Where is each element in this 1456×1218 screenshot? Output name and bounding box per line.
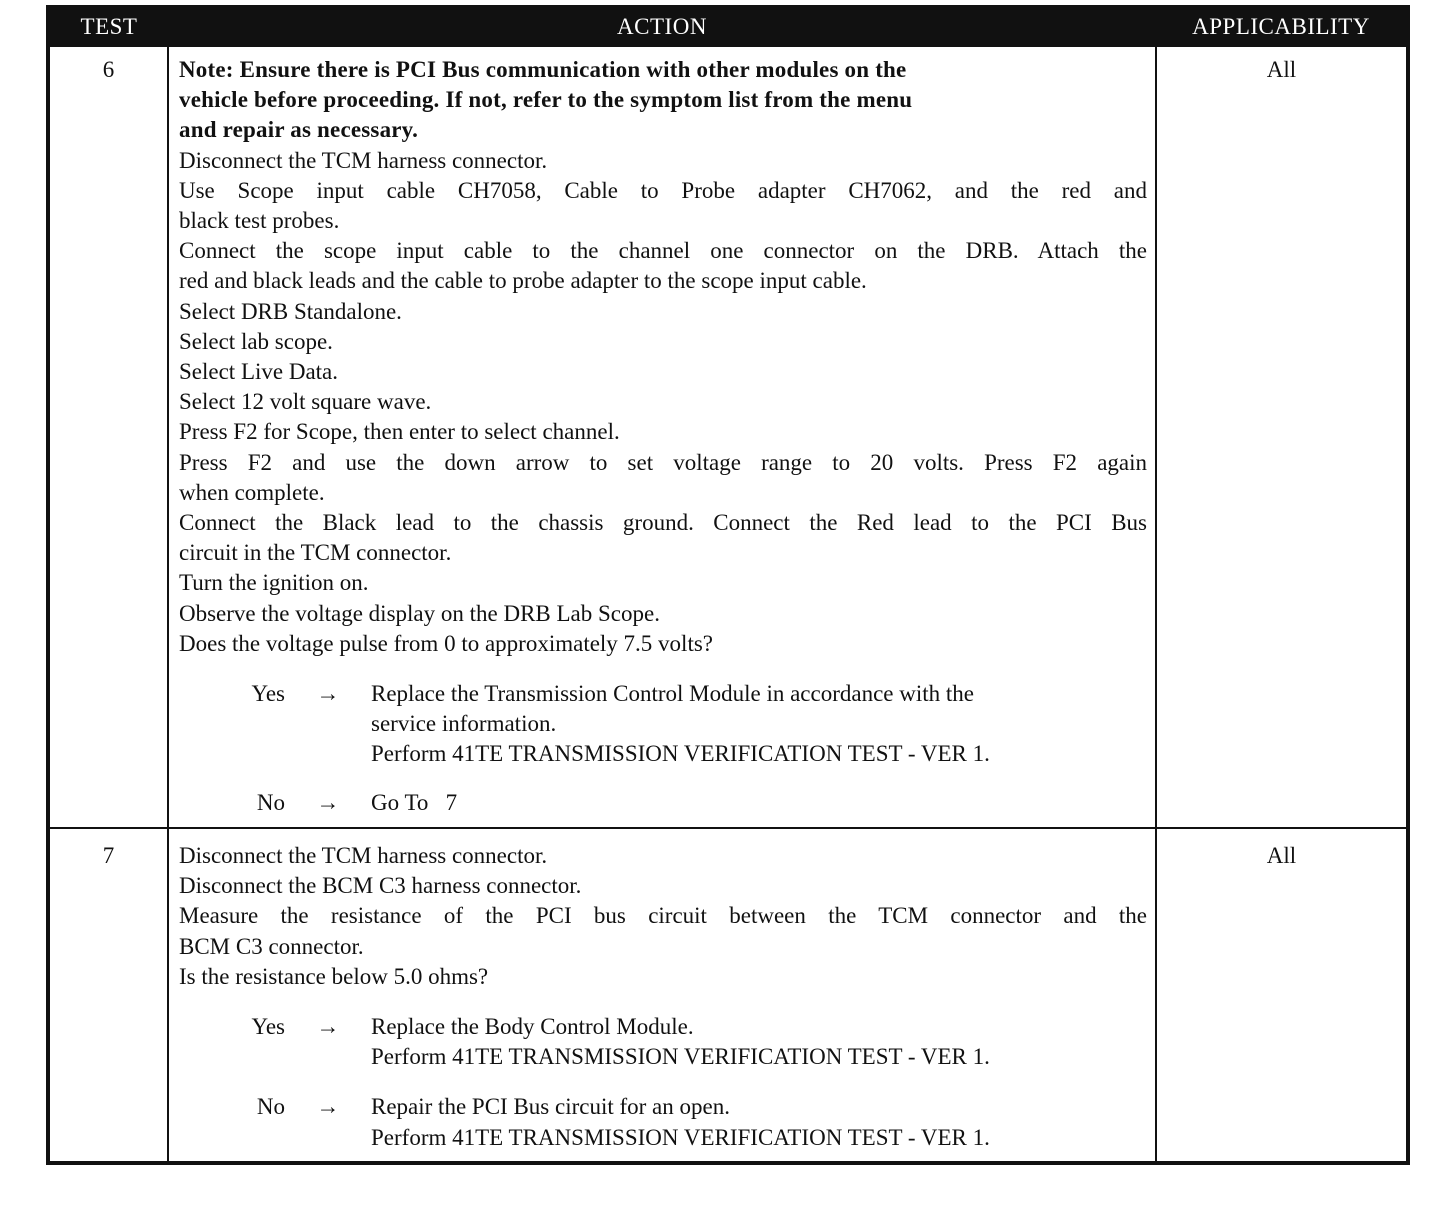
result-line: service information.: [371, 711, 557, 737]
test-number: 7: [48, 828, 168, 1163]
result-line: Replace the Transmission Control Module in accordance with the: [371, 681, 974, 707]
right-arrow-icon: →: [316, 681, 340, 707]
result-line: Replace the Body Control Module.: [371, 1014, 694, 1040]
step-list: [179, 146, 1147, 659]
header-row: [48, 7, 1408, 46]
result-line: Perform 41TE TRANSMISSION VERIFICATION TEST - VER 1.: [371, 1124, 990, 1150]
step-line: Connect the scope input cable to the channel one connector on the DRB. Attach the: [179, 238, 1147, 264]
step-line: black test probes.: [179, 208, 340, 234]
header-test: TEST: [48, 7, 168, 46]
step-line: when complete.: [179, 479, 325, 505]
action-cell: [168, 828, 1156, 1163]
outcome-result: [371, 1012, 1147, 1072]
note-text: [179, 55, 1147, 146]
outcome-yes: [179, 679, 1147, 770]
diagnostic-page: [46, 5, 1406, 1165]
table-row: [48, 46, 1408, 828]
action-cell: [168, 46, 1156, 828]
outcome-result: [371, 679, 1147, 770]
step-line: Press F2 and use the down arrow to set voltage range to 20 volts. Press F2 again: [179, 449, 1147, 475]
outcome-result: [371, 1092, 1147, 1152]
outcome-no: [179, 1092, 1147, 1152]
step-line: Use Scope input cable CH7058, Cable to Probe adapter CH7062, and the red and: [179, 177, 1147, 203]
step-line: Select lab scope.: [179, 328, 333, 354]
step-line: Does the voltage pulse from 0 to approximately 7.5 volts?: [179, 630, 713, 656]
header-applicability: APPLICABILITY: [1156, 7, 1408, 46]
applicability-value: All: [1156, 46, 1408, 828]
step-line: Disconnect the BCM C3 harness connector.: [179, 873, 582, 899]
outcome-label: No: [256, 1094, 285, 1120]
step-line: Observe the voltage display on the DRB Lab Scope.: [179, 600, 660, 626]
note-line: and repair as necessary.: [179, 117, 419, 143]
result-line: Perform 41TE TRANSMISSION VERIFICATION TEST - VER 1.: [371, 741, 990, 767]
note-line: vehicle before proceeding. If not, refer to the symptom list from the menu: [179, 87, 913, 113]
test-number: 6: [48, 46, 168, 828]
note-line: Note: Ensure there is PCI Bus communication with other modules on the: [179, 57, 907, 82]
right-arrow-icon: →: [316, 789, 340, 815]
result-line: Perform 41TE TRANSMISSION VERIFICATION TEST - VER 1.: [371, 1044, 990, 1070]
outcome-no: [179, 788, 1147, 818]
step-line: red and black leads and the cable to probe adapter to the scope input cable.: [179, 268, 867, 294]
outcome-label: No: [256, 789, 285, 815]
step-line: Disconnect the TCM harness connector.: [179, 843, 548, 868]
step-line: BCM C3 connector.: [179, 933, 364, 959]
step-list: [179, 841, 1147, 992]
step-line: Turn the ignition on.: [179, 570, 369, 596]
applicability-value: All: [1156, 828, 1408, 1163]
step-line: Press F2 for Scope, then enter to select channel.: [179, 419, 620, 445]
table-row: [48, 828, 1408, 1163]
result-line: Repair the PCI Bus circuit for an open.: [371, 1094, 730, 1120]
step-line: circuit in the TCM connector.: [179, 540, 452, 566]
step-line: Select 12 volt square wave.: [179, 389, 432, 415]
result-line: Go To 7: [371, 789, 458, 815]
outcome-label: Yes: [251, 681, 285, 707]
step-line: Measure the resistance of the PCI bus circuit between the TCM connector and the: [179, 903, 1147, 929]
right-arrow-icon: →: [316, 1094, 340, 1120]
table-header: [48, 7, 1408, 46]
step-line: Select DRB Standalone.: [179, 298, 402, 324]
outcome-result: [371, 788, 1147, 818]
step-line: Select Live Data.: [179, 359, 339, 385]
step-line: Is the resistance below 5.0 ohms?: [179, 963, 489, 989]
right-arrow-icon: →: [316, 1014, 340, 1040]
step-line: Connect the Black lead to the chassis ground. Connect the Red lead to the PCI Bus: [179, 510, 1147, 536]
outcome-yes: [179, 1012, 1147, 1072]
outcome-label: Yes: [251, 1014, 285, 1040]
diagnostic-table: [46, 5, 1410, 1165]
step-line: Disconnect the TCM harness connector.: [179, 147, 548, 173]
header-action: ACTION: [168, 7, 1156, 46]
